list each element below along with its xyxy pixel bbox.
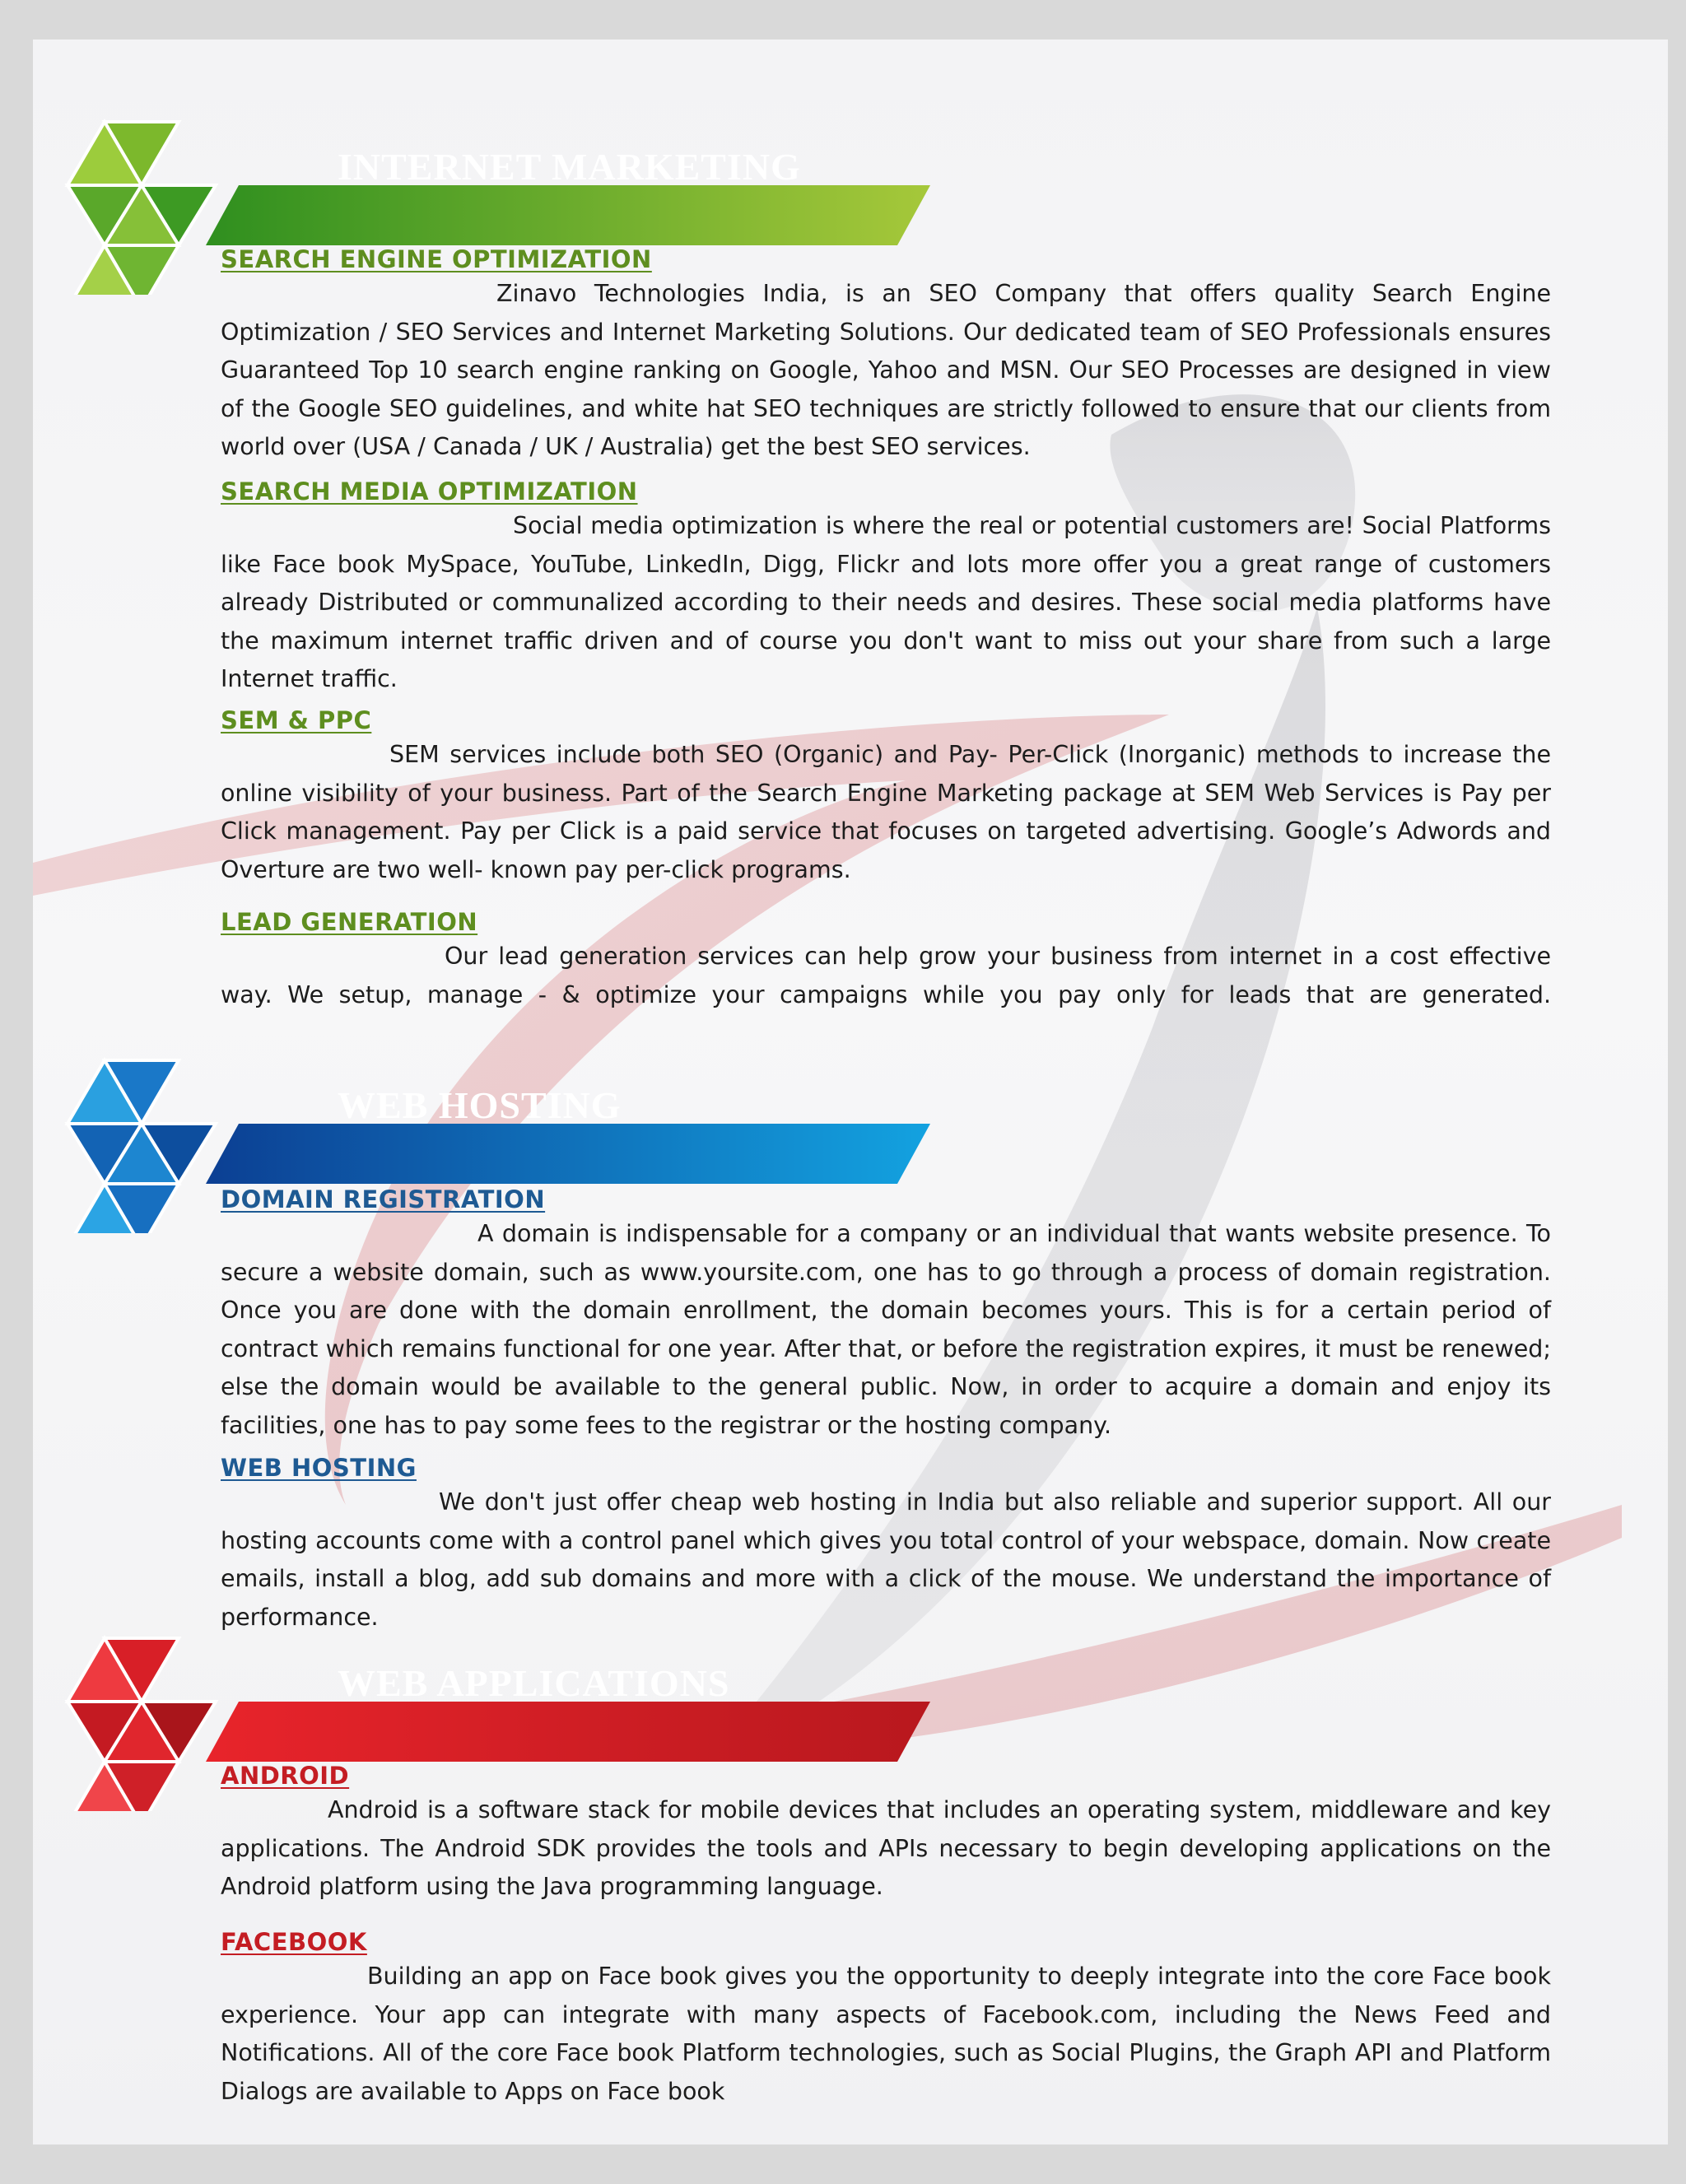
facebook-block [221,1928,1551,2111]
section-title: INTERNET MARKETING [338,146,801,188]
android-block [221,1762,1551,1907]
subsection-text: Our lead generation services can help grow your business from internet in a cost effective way. We setup, manage - & optimize your campaigns while you pay only for leads that are generated. [221,943,1551,1008]
lead-generation-block [221,908,1551,1014]
subsection-text: Android is a software stack for mobile devices that includes an operating system, middleware and key applications. The Android SDK provides the tools and APIs necessary to begin developing applications on the Android platform using the Java programming language. [221,1796,1551,1900]
subsection-text: Building an app on Face book gives you the opportunity to deeply integrate into the core Face book experience. Your app can integrate with many aspects of Facebook.com, including the News Feed and Notifications. All of the core Face book Platform technologies, such as Social Plugins, the Graph API and Platform Dialogs are available to Apps on Face book [221,1963,1551,2105]
section-title: WEB APPLICATIONS [338,1662,730,1704]
subsection-heading: DOMAIN REGISTRATION [221,1185,546,1213]
section-title: WEB HOSTING [338,1084,622,1126]
subsection-text: We don't just offer cheap web hosting in India but also reliable and superior support. All our hosting accounts come with a control panel which gives you total control of your webspace, domain. Now create emails, install a blog, add sub domains and more with a click of the mouse. We understand the importance of performance. [221,1488,1551,1631]
subsection-heading: SEARCH MEDIA OPTIMIZATION [221,477,638,505]
subsection-heading: LEAD GENERATION [221,908,478,936]
subsection-text: SEM services include both SEO (Organic) and Pay- Per-Click (Inorganic) methods to increase the online visibility of your business. Part of the Search Engine Marketing package at SEM Web Services is Pay per Click management. Pay per Click is a paid service that focuses on targeted advertising. Google’s Adwords and Overture are two well- known pay per-click programs. [221,741,1551,883]
subsection-heading: WEB HOSTING [221,1454,417,1482]
brochure-page [33,40,1668,2144]
subsection-heading: FACEBOOK [221,1928,367,1956]
subsection-heading: ANDROID [221,1762,350,1790]
subsection-heading: SEM & PPC [221,706,372,734]
sem-ppc-block [221,706,1551,889]
subsection-text: Social media optimization is where the real or potential customers are! Social Platforms like Face book MySpace, YouTube, LinkedIn, Digg, Flickr and lots more offer you a great range of customers already Distributed or communalized according to their needs and desires. These social media platforms have the maximum internet traffic driven and of course you don't want to miss out your share from such a large Internet traffic. [221,512,1551,692]
subsection-heading: SEARCH ENGINE OPTIMIZATION [221,245,652,273]
domain-registration-block [221,1185,1551,1445]
smo-block [221,477,1551,699]
subsection-text: Zinavo Technologies India, is an SEO Company that offers quality Search Engine Optimization / SEO Services and Internet Marketing Solutions. Our dedicated team of SEO Professionals ensures Guaranteed Top 10 search engine ranking on Google, Yahoo and MSN. Our SEO Processes are designed in view of the Google SEO guidelines, and white hat SEO techniques are strictly followed to ensure that our clients from world over (USA / Canada / UK / Australia) get the best SEO services. [221,280,1551,460]
subsection-text: A domain is indispensable for a company or an individual that wants website presence. To secure a website domain, such as www.yoursite.com, one has to go through a process of domain registration. Once you are done with the domain enrollment, the domain becomes yours. This is for a certain period of contract which remains functional for one year. After that, or before the registration expires, it must be renewed; else the domain would be available to the general public. Now, in order to acquire a domain and enjoy its facilities, one has to pay some fees to the registrar or the hosting company. [221,1220,1551,1439]
seo-block [221,245,1551,467]
